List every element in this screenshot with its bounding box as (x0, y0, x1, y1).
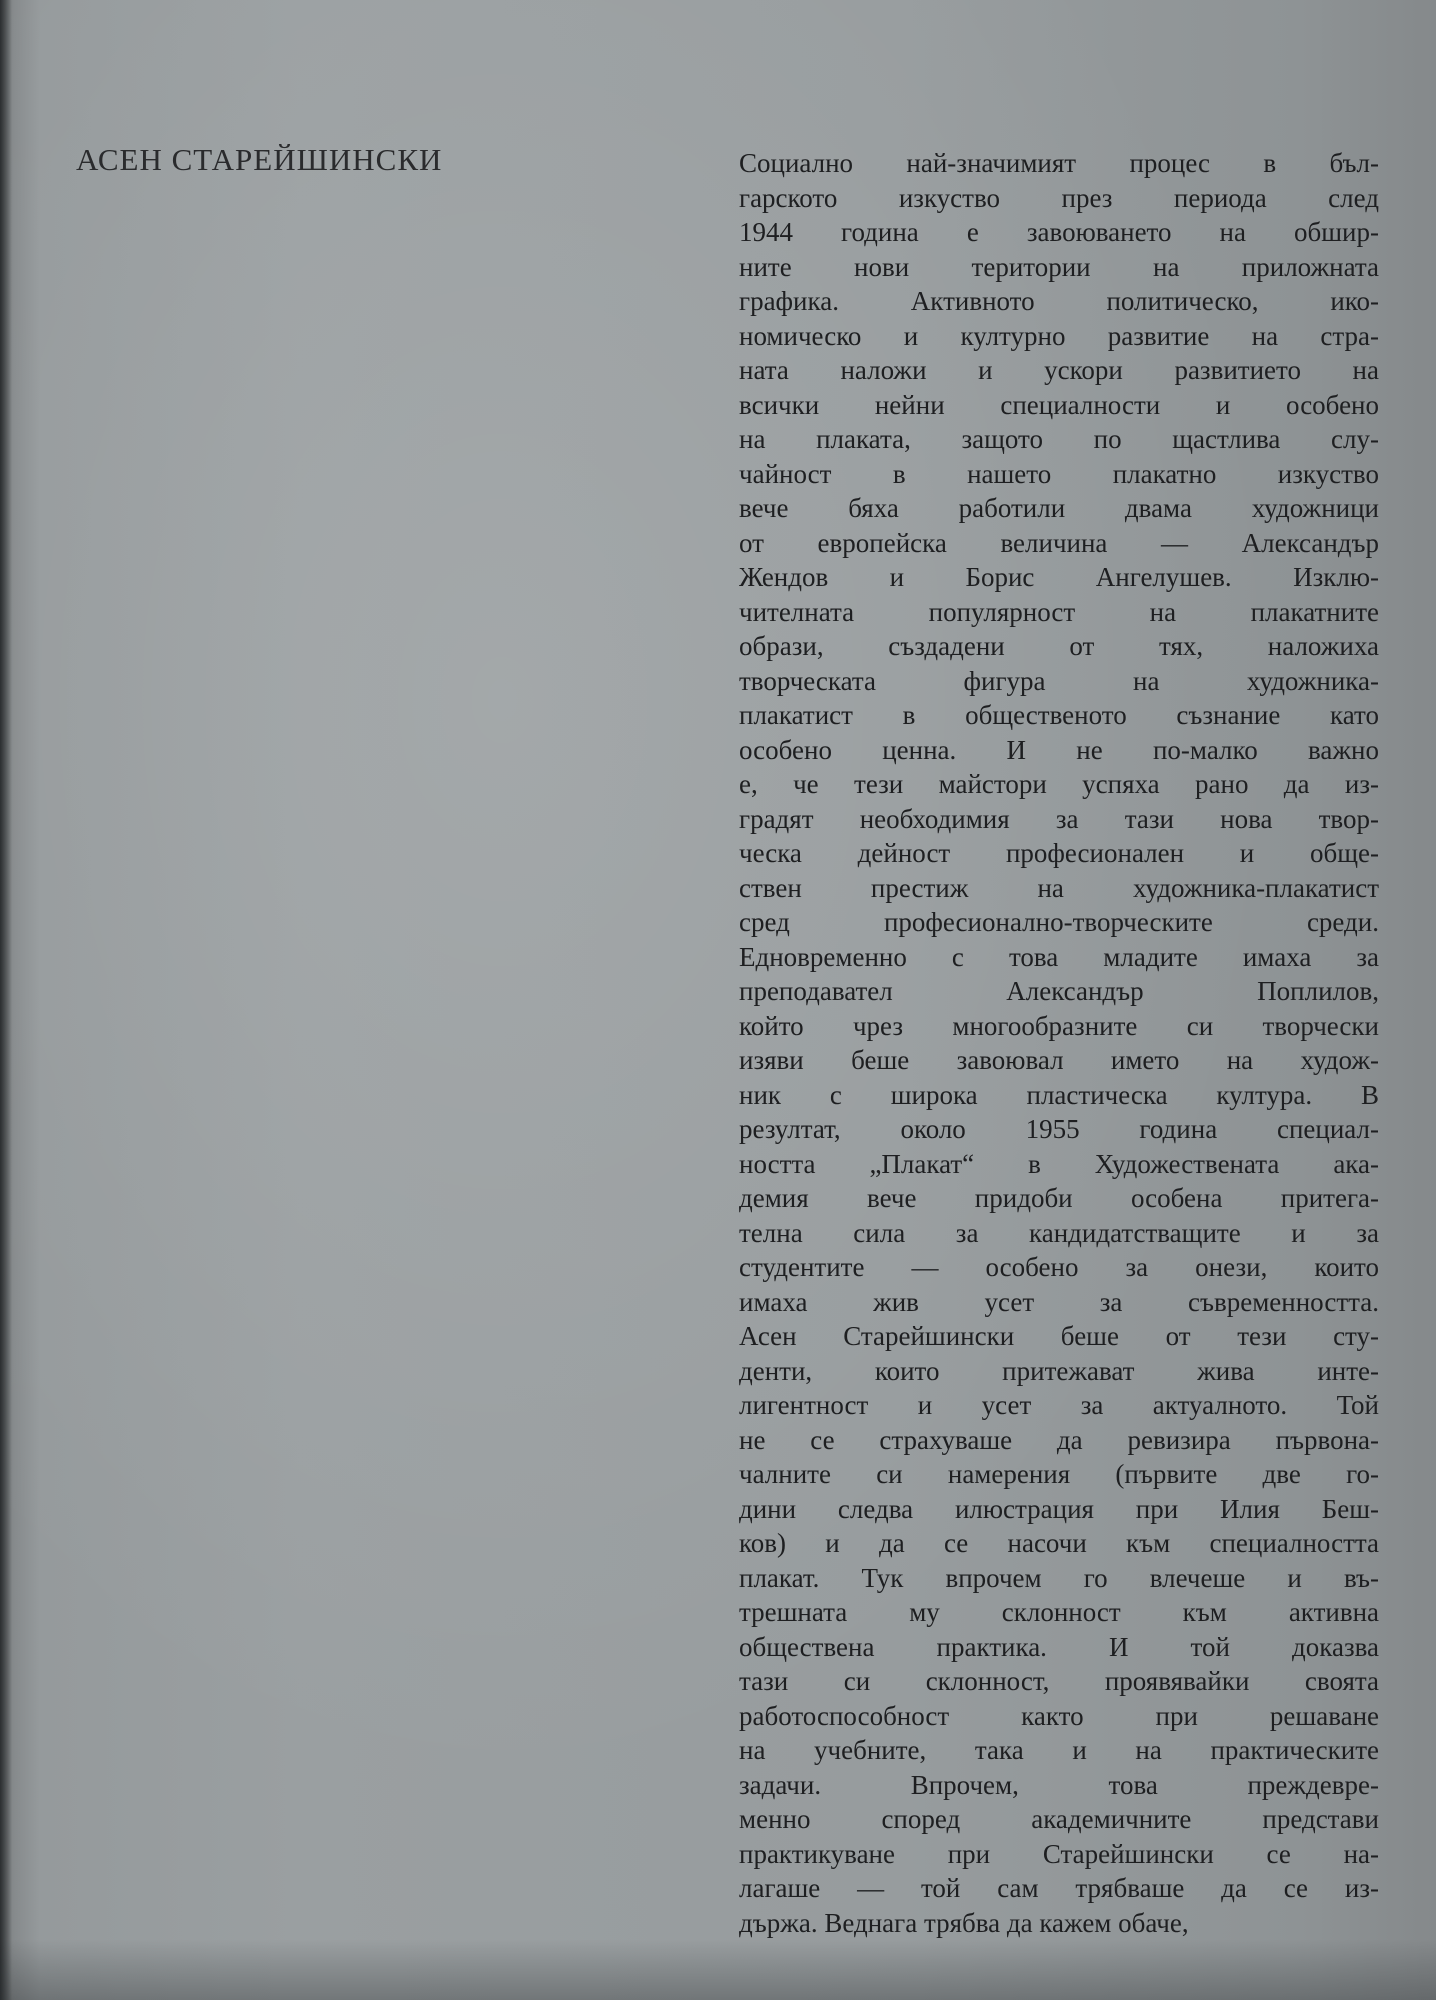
text-line: трешната му склонност към активна (739, 1597, 1379, 1627)
text-line: ков) и да се насочи към специалността (739, 1528, 1379, 1558)
text-line: плакатист в общественото съзнание като (739, 700, 1379, 730)
text-line: имаха жив усет за съвременността. (739, 1286, 1379, 1317)
text-line: от европейска величина — Александър (739, 527, 1379, 558)
text-line: ната наложи и ускори развитието на (739, 355, 1379, 385)
text-line: ческа дейност професионален и обще- (739, 838, 1379, 868)
text-line: на плаката, защото по щастлива слу- (739, 424, 1379, 454)
text-line: образи, създадени от тях, наложиха (739, 631, 1379, 661)
text-line: чителната популярност на плакатните (739, 596, 1379, 627)
text-line: ствен престиж на художника-плакатист (739, 872, 1379, 903)
text-line: дини следва илюстрация при Илия Беш- (739, 1493, 1379, 1524)
text-line: творческата фигура на художника- (739, 665, 1379, 696)
text-line: държа. Веднага трябва да кажем обаче, (739, 1907, 1189, 1938)
text-line: ните нови територии на приложната (739, 251, 1379, 282)
text-line: резултат, около 1955 година специал- (739, 1114, 1379, 1144)
page-bottom-shadow (0, 1940, 1436, 2000)
text-line: вече бяха работили двама художници (739, 493, 1379, 523)
text-line: чайност в нашето плакатно изкуство (739, 458, 1379, 489)
text-line: преподавател Александър Поплилов, (739, 976, 1379, 1006)
text-line: телна сила за кандидатстващите и за (739, 1217, 1379, 1248)
text-line: лигентност и усет за актуалното. Той (739, 1390, 1379, 1420)
text-line: работоспособност както при решаване (739, 1700, 1379, 1731)
text-line: студентите — особено за онези, които (739, 1252, 1379, 1282)
text-line: лагаше — той сам трябваше да се из- (739, 1873, 1379, 1903)
text-line: особено ценна. И не по-малко важно (739, 734, 1379, 765)
text-line: задачи. Впрочем, това преждевре- (739, 1769, 1379, 1800)
text-line: номическо и културно развитие на стра- (739, 320, 1379, 351)
text-line: 1944 година е завоюването на обшир- (739, 217, 1379, 247)
text-line: е, че тези майстори успяха рано да из- (739, 769, 1379, 799)
text-line: ността „Плакат“ в Художествената ака- (739, 1148, 1379, 1179)
text-line: денти, които притежават жива инте- (739, 1355, 1379, 1386)
text-line: Социално най-значимият процес в бъл- (739, 148, 1379, 178)
text-line: който чрез многообразните си творчески (739, 1010, 1379, 1041)
text-line: графика. Активното политическо, ико- (739, 286, 1379, 316)
text-line: демия вече придоби особена притега- (739, 1183, 1379, 1213)
text-line: сред професионално-творческите среди. (739, 907, 1379, 937)
author-heading: АСЕН СТАРЕЙШИНСКИ (76, 142, 443, 177)
text-line: ник с широка пластическа култура. В (739, 1079, 1379, 1110)
text-line: гарското изкуство през периода след (739, 182, 1379, 213)
text-line: тази си склонност, проявявайки своята (739, 1666, 1379, 1696)
text-line: изяви беше завоювал името на худож- (739, 1045, 1379, 1075)
article-text-column (739, 146, 1379, 1940)
text-line: плакат. Тук впрочем го влечеше и въ- (739, 1562, 1379, 1593)
text-line: всички нейни специалности и особено (739, 389, 1379, 420)
text-line: не се страхуваше да ревизира първона- (739, 1424, 1379, 1455)
text-line: Асен Старейшински беше от тези сту- (739, 1321, 1379, 1351)
book-spine-shadow (0, 0, 12, 2000)
text-line: градят необходимия за тази нова твор- (739, 803, 1379, 834)
text-line: обществена практика. И той доказва (739, 1631, 1379, 1662)
text-line: менно според академичните представи (739, 1804, 1379, 1834)
text-line: чалните си намерения (първите две го- (739, 1459, 1379, 1489)
text-line: на учебните, така и на практическите (739, 1735, 1379, 1765)
text-line: практикуване при Старейшински се на- (739, 1838, 1379, 1869)
text-line: Жендов и Борис Ангелушев. Изклю- (739, 562, 1379, 592)
text-line: Едновременно с това младите имаха за (739, 941, 1379, 972)
